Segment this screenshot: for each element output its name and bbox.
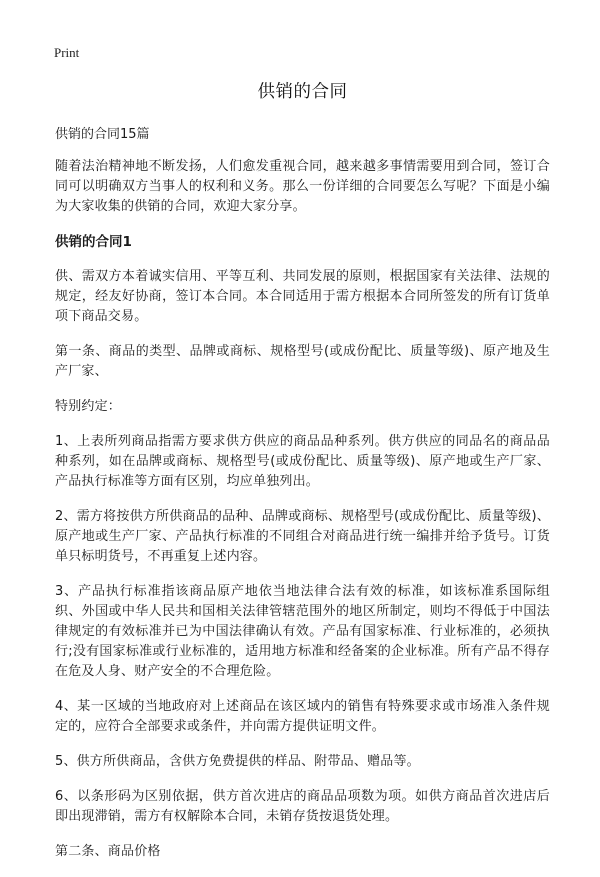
contract-paragraph: 1、上表所列商品指需方要求供方供应的商品品种系列。供方供应的同品名的商品品种系列，如在品牌或商标、规格型号(或成份配比、质量等级)、原产地或生产厂家、产品执行标准等方面有区别，均应单独列出。: [55, 434, 550, 489]
document-subtitle: 供销的合同15篇: [55, 127, 150, 142]
contract-paragraph: 5、供方所供商品，含供方免费提供的样品、附带品、赠品等。: [55, 754, 420, 769]
document-body: [55, 78, 550, 877]
contract-paragraph: 4、某一区域的当地政府对上述商品在该区域内的销售有特殊要求或市场准入条件规定的，应符合全部要求或条件，并向需方提供证明文件。: [55, 699, 550, 734]
intro-paragraph: 随着法治精神地不断发扬，人们愈发重视合同，越来越多事情需要用到合同，签订合同可以明确双方当事人的权利和义务。那么一份详细的合同要怎么写呢？下面是小编为大家收集的供销的合同，欢迎大家分享。: [55, 159, 550, 214]
contract-paragraph: 特别约定：: [55, 399, 122, 414]
contract-paragraph: 供、需双方本着诚实信用、平等互利、共同发展的原则，根据国家有关法律、法规的规定，经友好协商，签订本合同。本合同适用于需方根据本合同所签发的所有订货单项下商品交易。: [55, 269, 550, 324]
contract-paragraph: 3、产品执行标准指该商品原产地依当地法律合法有效的标准，如该标准系国际组织、外国或中华人民共和国相关法律管辖范围外的地区所制定，则均不得低于中国法律规定的有效标准并已为中国法律确认有效。产品有国家标准、行业标准的，必须执行;没有国家标准或行业标准的，适用地方标准和经备案的企业标准。所有产品不得存在危及人身、财产安全的不合理危险。: [55, 584, 550, 679]
section-heading: 供销的合同1: [55, 234, 132, 250]
contract-paragraph: 第一条、商品的类型、品牌或商标、规格型号(或成份配比、质量等级)、原产地及生产厂家、: [55, 344, 550, 379]
contract-paragraph: 6、以条形码为区别依据，供方首次进店的商品品项数为项。如供方商品首次进店后即出现滞销，需方有权解除本合同，未销存货按退货处理。: [55, 789, 550, 824]
contract-paragraph: 第二条、商品价格: [55, 844, 161, 859]
contract-paragraph: 2、需方将按供方所供商品的品种、品牌或商标、规格型号(或成份配比、质量等级)、原产地或生产厂家、产品执行标准的不同组合对商品进行统一编排并给予货号。订货单只标明货号，不再重复上述内容。: [55, 509, 550, 564]
print-link[interactable]: Print: [54, 45, 80, 60]
page-title: 供销的合同: [257, 82, 348, 102]
